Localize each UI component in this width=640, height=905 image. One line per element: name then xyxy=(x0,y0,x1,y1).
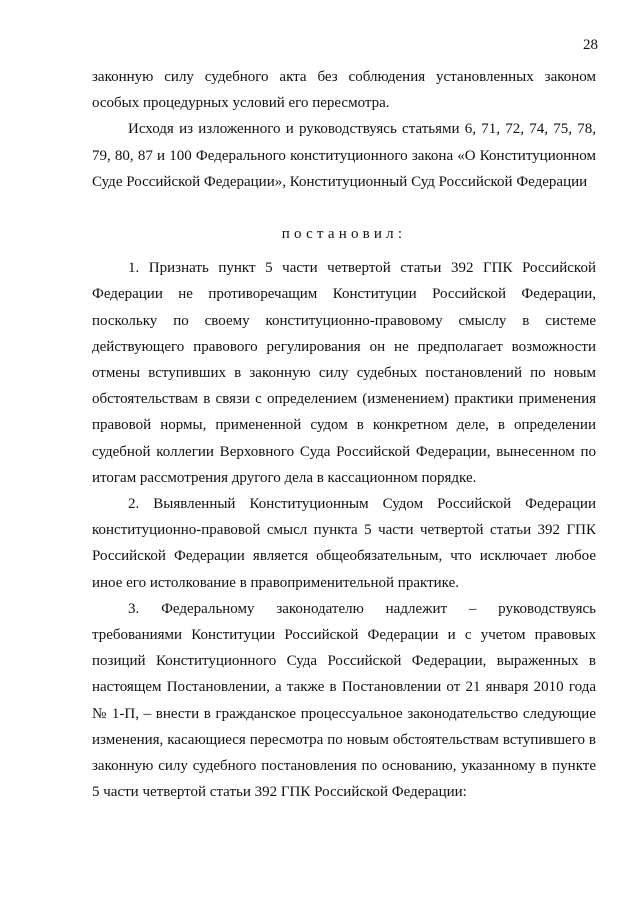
page-number: 28 xyxy=(583,37,598,53)
document-body xyxy=(92,64,596,805)
paragraph-item-3: 3. Федеральному законодателю надлежит – руководствуясь требованиями Конституции Российской Федерации и с учетом правовых позиций Конституционного Суда Российской Федерации, выраженных в настоящем Постановлении, а также в Постановлении от 21 января 2010 года № 1-П, – внести в гражданское процессуальное законодательство следующие изменения, касающиеся пересмотра по новым обстоятельствам вступившего в законную силу судебного постановления по основанию, указанному в пункте 5 части четвертой статьи 392 ГПК Российской Федерации: xyxy=(92,600,596,801)
paragraph-item-1: 1. Признать пункт 5 части четвертой статьи 392 ГПК Российской Федерации не противоречащим Конституции Российской Федерации, поскольку по своему конституционно-правовому смыслу в системе действующего правового регулирования он не предполагает возможности отмены вступивших в законную силу судебных постановлений по новым обстоятельствам в связи с определением (изменением) практики применения правовой нормы, примененной судом в конкретном деле, в определении судебной коллегии Верховного Суда Российской Федерации, вынесенном по итогам рассмотрения другого дела в кассационном порядке. xyxy=(92,260,596,486)
paragraph-legal-basis: Исходя из изложенного и руководствуясь статьями 6, 71, 72, 74, 75, 78, 79, 80, 87 и 100 Федерального конституционного закона «О Конституционном Суде Российской Федерации», Конституционный Суд Российской Федерации xyxy=(92,121,596,190)
paragraph-item-2: 2. Выявленный Конституционным Судом Российской Федерации конституционно-правовой смысл пункта 5 части четвертой статьи 392 ГПК Российской Федерации является общеобязательным, что исключает любое иное его истолкование в правоприменительной практике. xyxy=(92,496,596,591)
resolution-heading: постановил: xyxy=(281,226,407,243)
paragraph-continuation: законную силу судебного акта без соблюдения установленных законом особых процедурных условий его пересмотра. xyxy=(92,69,596,112)
